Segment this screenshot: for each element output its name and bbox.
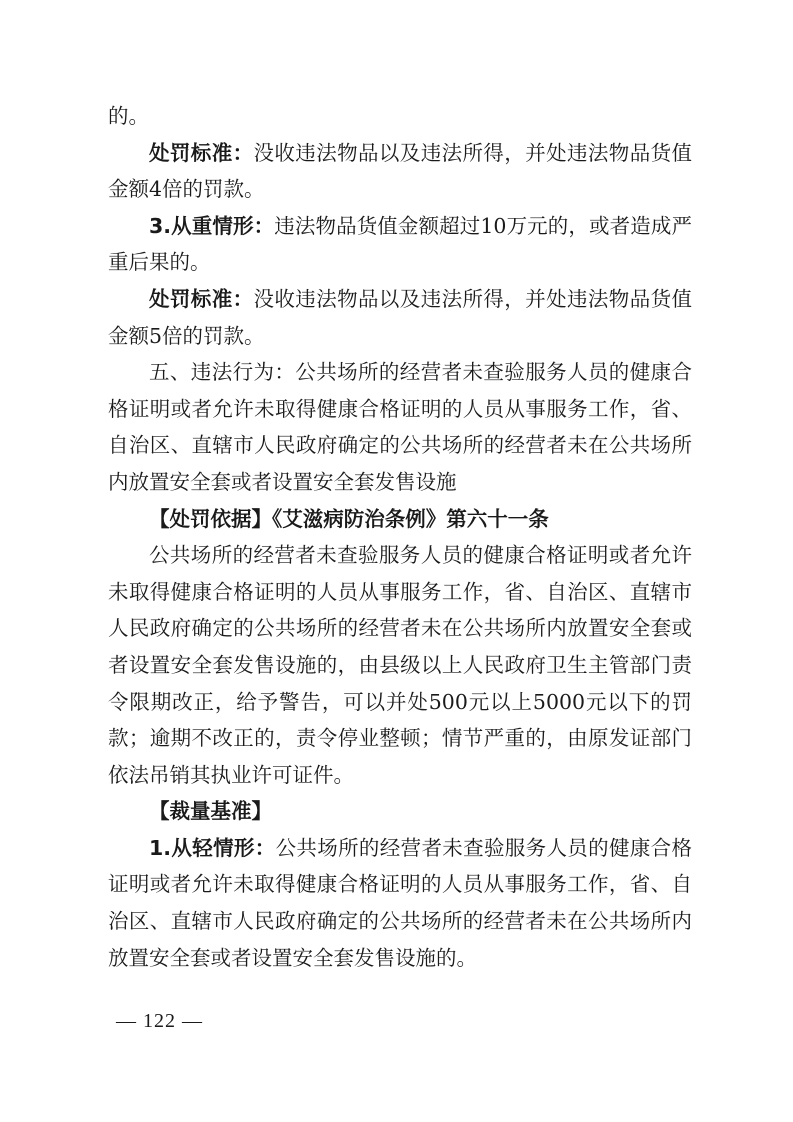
- page-number: — 122 —: [116, 1010, 203, 1032]
- paragraph-text: 公共场所的经营者未查验服务人员的健康合格证明或者允许未取得健康合格证明的人员从事服务工作，省、自治区、直辖市人民政府确定的公共场所的经营者未在公共场所内放置安全套或者设置安全套发售设施的。: [108, 835, 692, 970]
- paragraph-label: 处罚标准：: [149, 286, 254, 311]
- heading-text: 【裁量基准】: [149, 799, 272, 824]
- heading-discretion-standard: [108, 793, 692, 830]
- paragraph-text: 的。: [108, 104, 149, 128]
- paragraph-text: 五、违法行为：公共场所的经营者未查验服务人员的健康合格证明或者允许未取得健康合格证明的人员从事服务工作，省、自治区、直辖市人民政府确定的公共场所的经营者未在公共场所内放置安全套或者设置安全套发售设施: [108, 360, 692, 494]
- paragraph-continuation: [108, 98, 692, 135]
- paragraph-violation-five: [108, 354, 692, 500]
- paragraph-penalty-standard-5x: [108, 281, 692, 354]
- paragraph-legal-provision: [108, 537, 692, 793]
- paragraph-text: 没收违法物品以及违法所得，并处违法物品货值金额5倍的罚款。: [108, 286, 692, 348]
- paragraph-text: 公共场所的经营者未查验服务人员的健康合格证明或者允许未取得健康合格证明的人员从事服务工作，省、自治区、直辖市人民政府确定的公共场所的经营者未在公共场所内放置安全套或者设置安全套发售设施的，由县级以上人民政府卫生主管部门责令限期改正，给予警告，可以并处500元以上5000元以下的罚款；逾期不改正的，责令停业整顿；情节严重的，由原发证部门依法吊销其执业许可证件。: [108, 543, 692, 787]
- paragraph-penalty-standard-4x: [108, 135, 692, 208]
- paragraph-mitigating-circumstance: [108, 830, 692, 976]
- paragraph-label: 3.从重情形：: [149, 213, 275, 238]
- paragraph-text: 违法物品货值金额超过10万元的，或者造成严重后果的。: [108, 213, 692, 275]
- paragraph-label: 1.从轻情形：: [149, 835, 276, 860]
- heading-text: 【处罚依据】《艾滋病防治条例》第六十一条: [149, 506, 549, 531]
- document-body: [108, 98, 692, 976]
- paragraph-label: 处罚标准：: [149, 140, 254, 165]
- heading-penalty-basis: [108, 501, 692, 538]
- paragraph-text: 没收违法物品以及违法所得，并处违法物品货值金额4倍的罚款。: [108, 140, 692, 202]
- paragraph-aggravated-circumstance: [108, 208, 692, 281]
